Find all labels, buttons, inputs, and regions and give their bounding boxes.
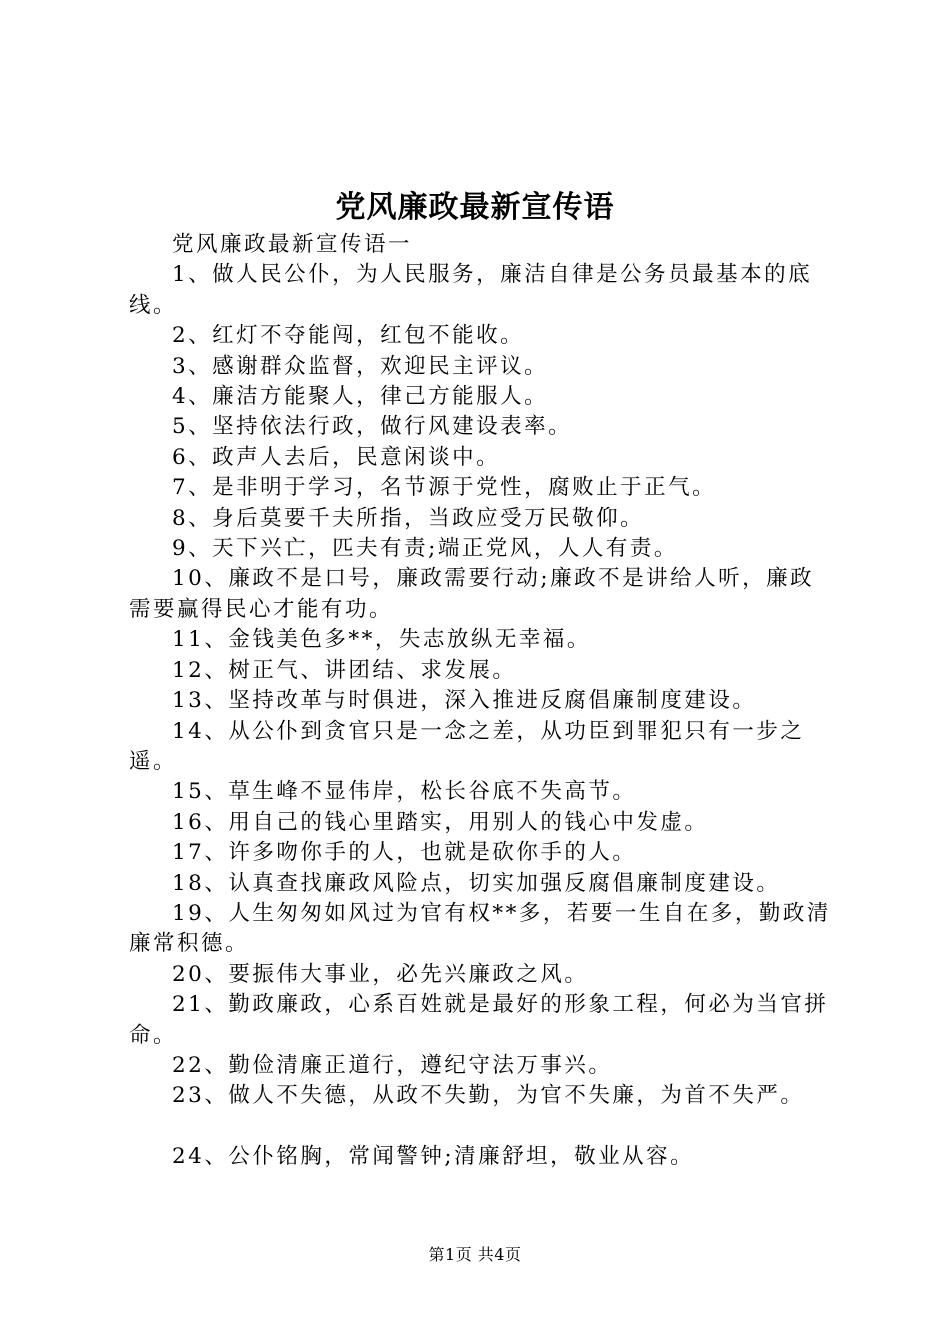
document-body [129,230,835,1173]
slogan-item-16: 16、用自己的钱心里踏实，用别人的钱心中发虚。 [172,809,709,835]
slogan-item-11: 11、金钱美色多**，失志放纵无幸福。 [172,627,591,653]
page-number-footer: 第1页 共4页 [428,1245,522,1264]
slogan-item-5: 5、坚持依法行政，做行风建设表率。 [172,414,573,440]
slogan-item-19: 19、人生匆匆如风过为官有权**多，若要一生自在多，勤政清廉常积德。 [129,900,831,957]
slogan-item-14: 14、从公仆到贪官只是一念之差，从功臣到罪犯只有一步之遥。 [129,718,805,774]
slogan-item-4: 4、廉洁方能聚人，律己方能服人。 [172,384,549,410]
slogan-item-3: 3、感谢群众监督，欢迎民主评议。 [172,353,549,379]
document-title: 党风廉政最新宣传语 [335,190,615,225]
slogan-item-24: 24、公仆铭胸，常闻警钟;清廉舒坦，敬业从容。 [172,1144,695,1170]
slogan-item-22: 22、勤俭清廉正道行，遵纪守法万事兴。 [172,1052,613,1078]
slogan-item-15: 15、草生峰不显伟岸，松长谷底不失高节。 [172,779,637,805]
section-heading: 党风廉政最新宣传语一 [172,232,413,257]
slogan-item-8: 8、身后莫要千夫所指，当政应受万民敬仰。 [172,505,645,531]
slogan-item-12: 12、树正气、讲团结、求发展。 [172,657,517,683]
slogan-item-2: 2、红灯不夺能闯，红包不能收。 [172,323,525,349]
slogan-item-20: 20、要振伟大事业，必先兴廉政之风。 [172,961,589,987]
slogan-item-13: 13、坚持改革与时俱进，深入推进反腐倡廉制度建设。 [172,688,757,714]
slogan-item-18: 18、认真查找廉政风险点，切实加强反腐倡廉制度建设。 [172,870,781,896]
slogan-item-9: 9、天下兴亡，匹夫有责;端正党风，人人有责。 [172,536,678,562]
slogan-item-1: 1、做人民公仆，为人民服务，廉洁自律是公务员最基本的底线。 [129,262,813,318]
slogan-item-10: 10、廉政不是口号，廉政需要行动;廉政不是讲给人听，廉政需要赢得民心才能有功。 [129,566,815,622]
slogan-item-23: 23、做人不失德，从政不失勤，为官不失廉，为首不失严。 [172,1083,805,1109]
slogan-item-7: 7、是非明于学习，名节源于党性，腐败止于正气。 [172,475,717,501]
slogan-item-21: 21、勤政廉政，心系百姓就是最好的形象工程，何必为当官拼命。 [129,992,829,1048]
slogan-item-6: 6、政声人去后，民意闲谈中。 [172,444,501,470]
slogan-item-17: 17、许多吻你手的人，也就是砍你手的人。 [172,840,637,866]
